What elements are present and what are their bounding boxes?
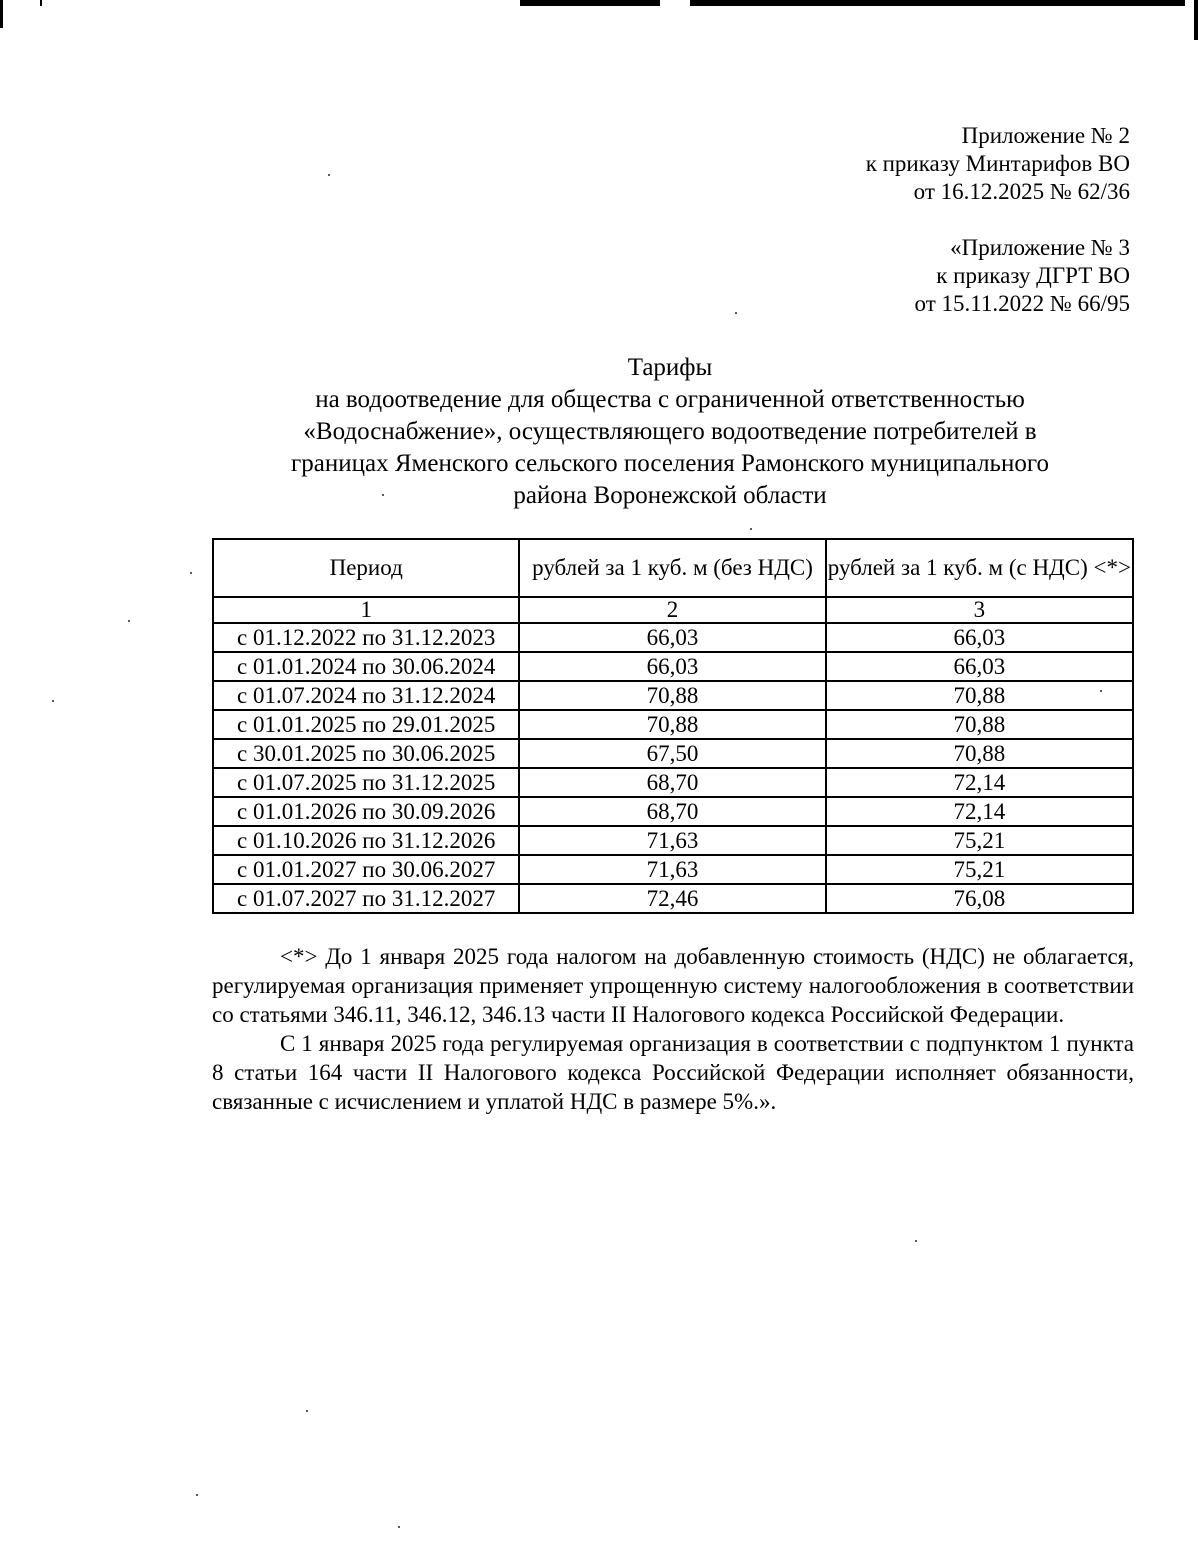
header-with-vat: рублей за 1 куб. м (с НДС) <*> [826, 539, 1133, 597]
period-cell: с 01.07.2024 по 31.12.2024 [213, 681, 519, 710]
tariff-without-vat: 71,63 [519, 826, 825, 855]
footnote-vat-before-2025: <*> До 1 января 2025 года налогом на добавленную стоимость (НДС) не облагается, регулируемая организация применяет упрощенную систему налогообложения в соответствии со статьями 346.11, 346.12, 346.13 части II Налогового кодекса Российской Федерации. [212, 944, 1134, 1027]
period-cell: с 01.12.2022 по 31.12.2023 [213, 623, 519, 652]
tariff-with-vat: 75,21 [826, 855, 1133, 884]
scan-edge-top [0, 0, 1200, 6]
period-cell: с 30.01.2025 по 30.06.2025 [213, 739, 519, 768]
annex-current-line1: Приложение № 2 [961, 123, 1130, 148]
scan-speck [306, 1410, 308, 1412]
title-line2: «Водоснабжение», осуществляющего водоотведение потребителей в [303, 418, 1037, 445]
table-row [213, 884, 1133, 913]
tariff-without-vat: 68,70 [519, 797, 825, 826]
scan-speck [750, 528, 752, 530]
table-row [213, 623, 1133, 652]
title-line1: на водоотведение для общества с ограниченной ответственностью [315, 386, 1025, 413]
period-cell: с 01.01.2026 по 30.09.2026 [213, 797, 519, 826]
tariff-with-vat: 66,03 [826, 652, 1133, 681]
tariff-with-vat: 70,88 [826, 710, 1133, 739]
title-line3: границах Яменского сельского поселения Рамонского муниципального [291, 450, 1049, 477]
column-number: 1 [213, 597, 519, 623]
table-row [213, 768, 1133, 797]
scan-speck [52, 700, 54, 702]
column-number-row [213, 597, 1133, 623]
table-row [213, 652, 1133, 681]
table-row [213, 739, 1133, 768]
header-without-vat: рублей за 1 куб. м (без НДС) [519, 539, 825, 597]
scan-edge-right [1194, 0, 1198, 40]
title-heading: Тарифы [627, 354, 713, 381]
footnotes [212, 942, 1134, 1116]
table-row [213, 710, 1133, 739]
tariff-with-vat: 76,08 [826, 884, 1133, 913]
tariff-without-vat: 66,03 [519, 652, 825, 681]
scan-speck [735, 312, 737, 314]
scan-speck [398, 1526, 400, 1528]
table-header-row [213, 539, 1133, 597]
tariff-with-vat: 66,03 [826, 623, 1133, 652]
scan-speck [128, 620, 130, 622]
tariff-with-vat: 70,88 [826, 681, 1133, 710]
annex-previous-header [915, 234, 1130, 318]
document-title [200, 352, 1140, 512]
tariff-without-vat: 70,88 [519, 681, 825, 710]
tariff-with-vat: 75,21 [826, 826, 1133, 855]
tariff-without-vat: 67,50 [519, 739, 825, 768]
footnote-vat-from-2025: С 1 января 2025 года регулируемая организация в соответствии с подпунктом 1 пункта 8 статьи 164 части II Налогового кодекса Российской Федерации исполняет обязанности, связанные с исчислением и уплатой НДС в размере 5%.». [212, 1031, 1134, 1114]
annex-current-line3: от 16.12.2025 № 62/36 [913, 179, 1130, 204]
scan-speck [190, 572, 192, 574]
column-number: 2 [519, 597, 825, 623]
tariff-without-vat: 70,88 [519, 710, 825, 739]
tariff-with-vat: 70,88 [826, 739, 1133, 768]
scan-edge-left [0, 0, 3, 28]
tariff-without-vat: 68,70 [519, 768, 825, 797]
scan-speck [196, 1494, 198, 1496]
period-cell: с 01.10.2026 по 31.12.2026 [213, 826, 519, 855]
annex-prev-line1: «Приложение № 3 [950, 235, 1130, 260]
period-cell: с 01.01.2024 по 30.06.2024 [213, 652, 519, 681]
period-cell: с 01.01.2027 по 30.06.2027 [213, 855, 519, 884]
tariff-with-vat: 72,14 [826, 797, 1133, 826]
table-row [213, 681, 1133, 710]
table-row [213, 826, 1133, 855]
table-row [213, 855, 1133, 884]
tariff-without-vat: 72,46 [519, 884, 825, 913]
period-cell: с 01.07.2025 по 31.12.2025 [213, 768, 519, 797]
tariff-without-vat: 71,63 [519, 855, 825, 884]
header-period: Период [213, 539, 519, 597]
period-cell: с 01.07.2027 по 31.12.2027 [213, 884, 519, 913]
scan-speck [328, 174, 330, 176]
scan-speck [915, 1240, 917, 1242]
period-cell: с 01.01.2025 по 29.01.2025 [213, 710, 519, 739]
tariff-table [212, 538, 1134, 914]
tariff-without-vat: 66,03 [519, 623, 825, 652]
annex-current-line2: к приказу Минтарифов ВО [865, 151, 1130, 176]
annex-prev-line3: от 15.11.2022 № 66/95 [914, 291, 1130, 316]
annex-current-header [866, 122, 1130, 206]
tariff-with-vat: 72,14 [826, 768, 1133, 797]
column-number: 3 [826, 597, 1133, 623]
table-row [213, 797, 1133, 826]
annex-prev-line2: к приказу ДГРТ ВО [936, 263, 1130, 288]
title-line4: района Воронежской области [513, 482, 827, 509]
